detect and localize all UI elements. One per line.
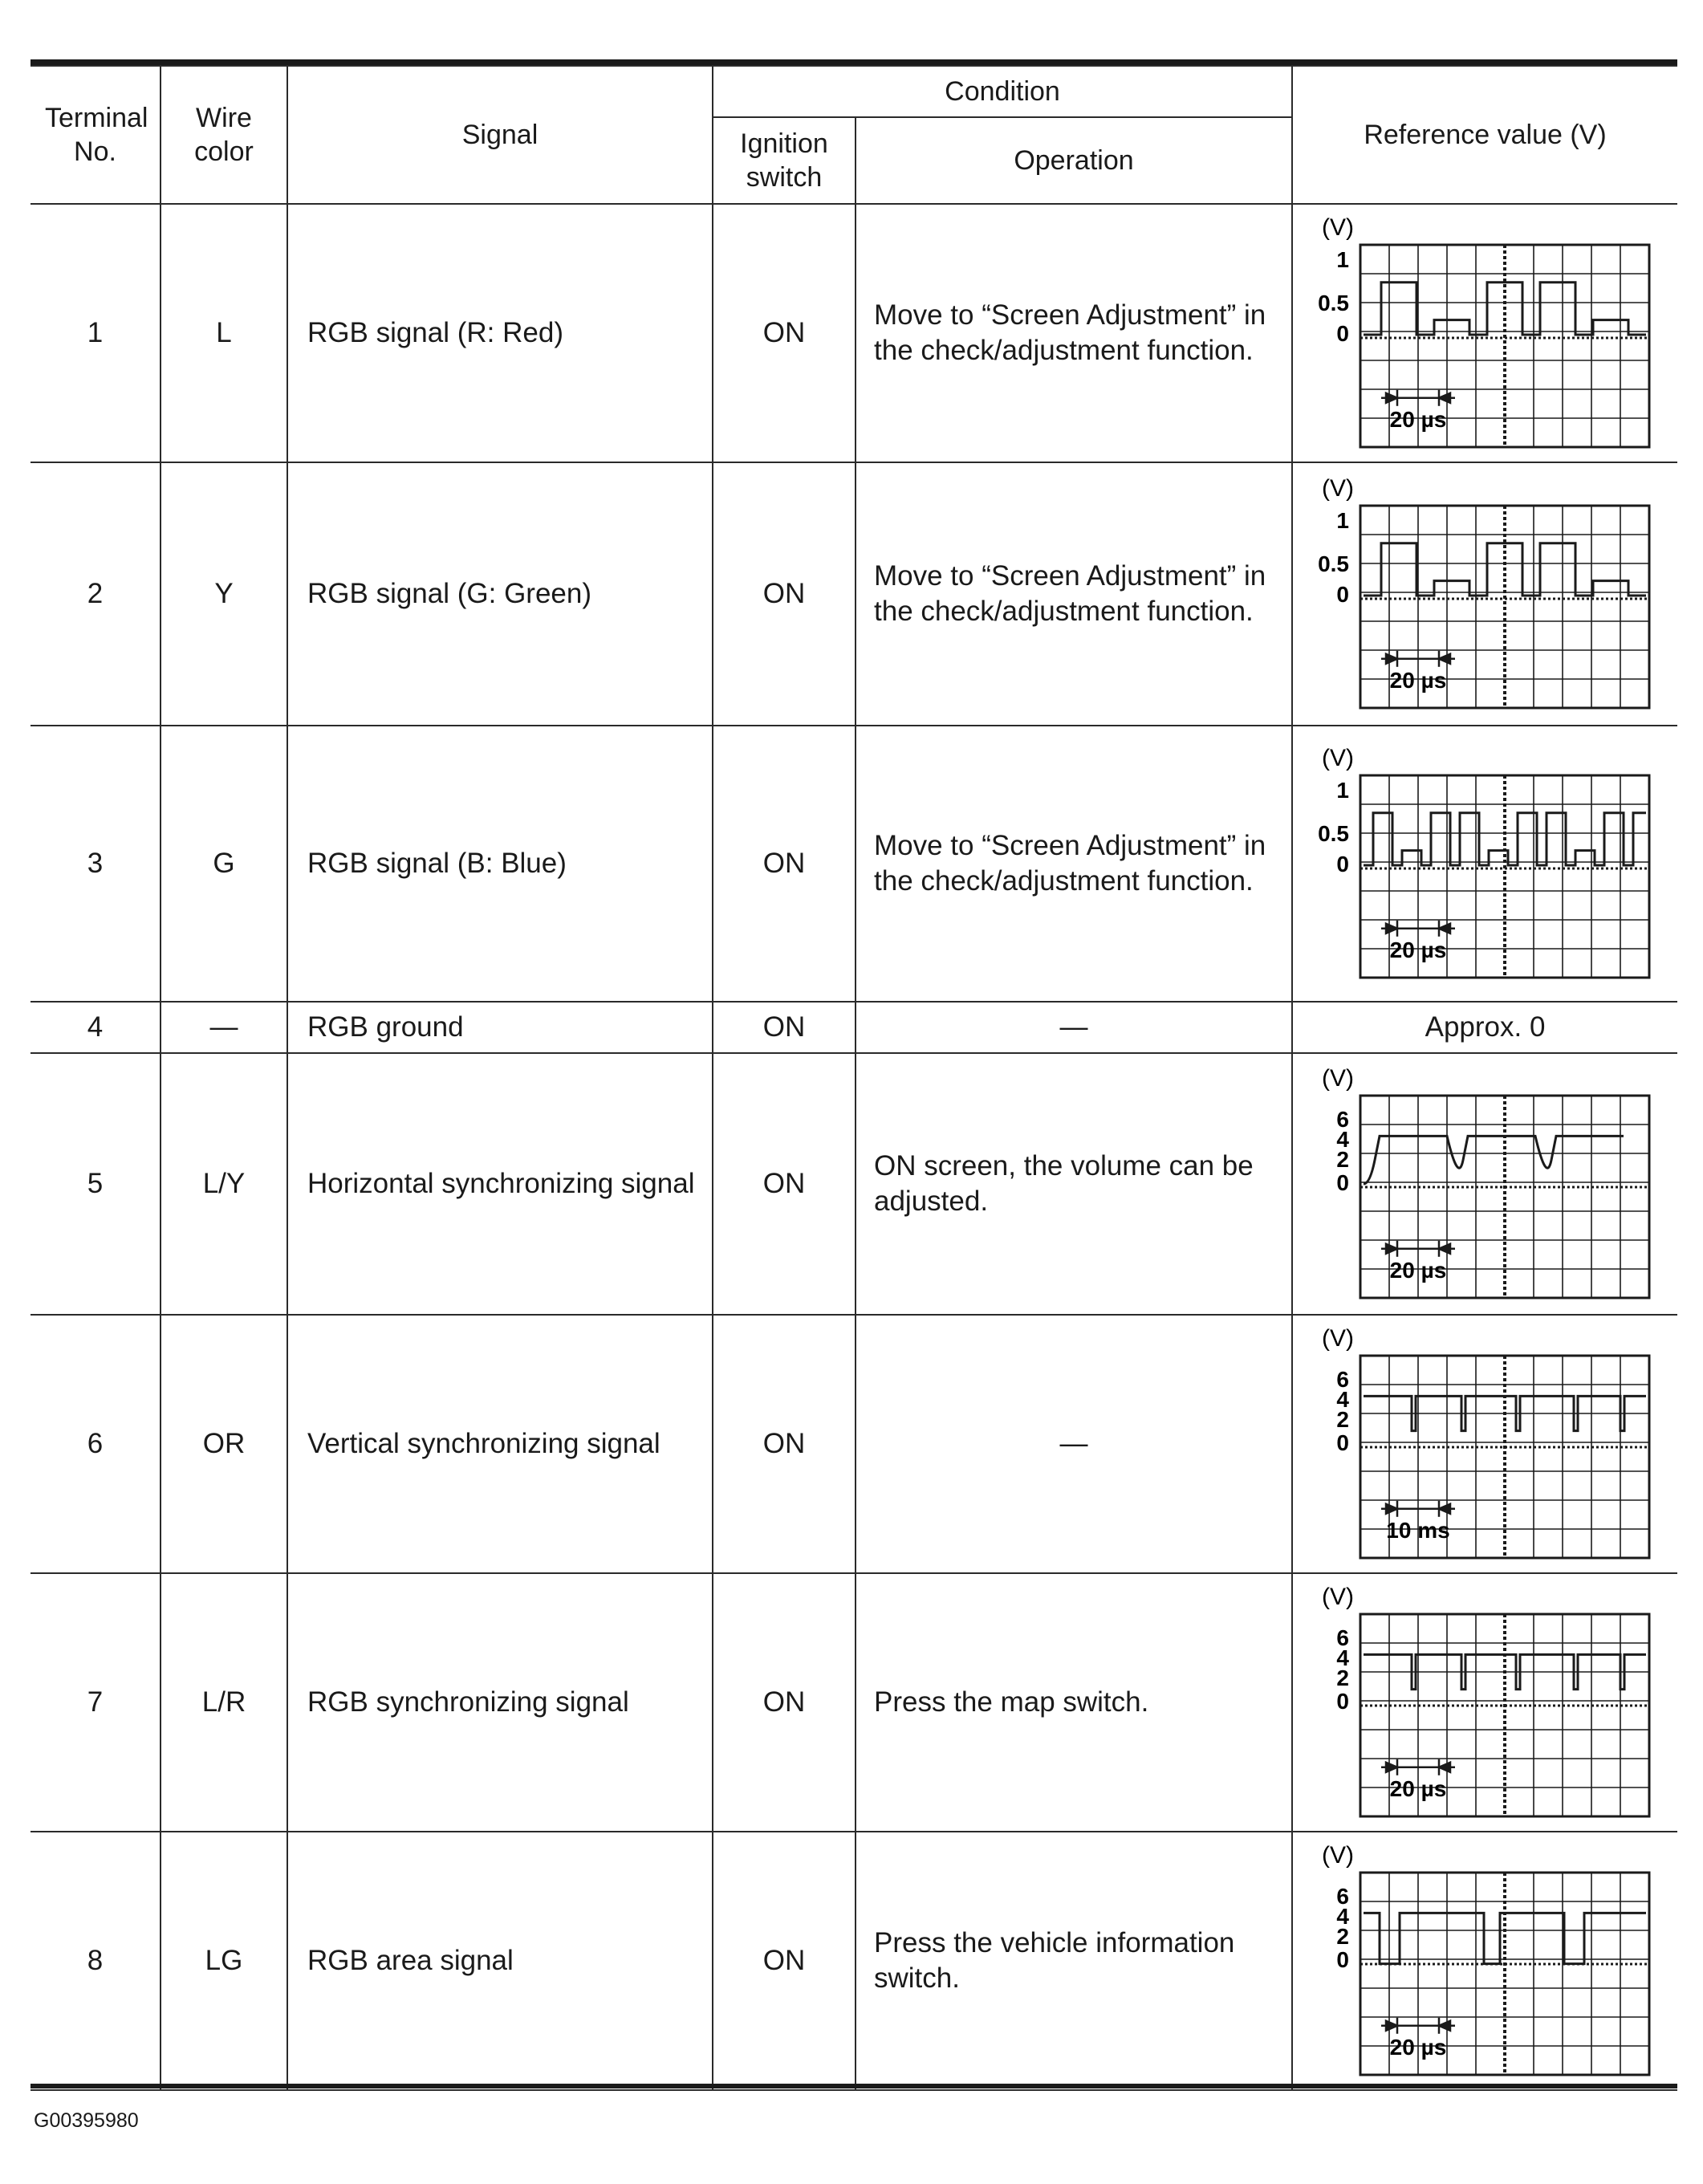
signal-name: RGB signal (B: Blue) — [287, 726, 713, 1002]
operation-text: Move to “Screen Adjustment” in the check/adjustment function. — [856, 204, 1292, 462]
vertical-sync-scope — [1304, 1324, 1657, 1564]
ignition-switch: ON — [713, 1832, 856, 2090]
scope-y-tick-label: 0 — [1336, 1430, 1349, 1455]
operation-text: — — [856, 1315, 1292, 1573]
ignition-switch: ON — [713, 726, 856, 1002]
table-row — [30, 1573, 1677, 1832]
ignition-switch: ON — [713, 1002, 856, 1053]
scope-unit-label: (V) — [1322, 1842, 1354, 1869]
wire-color: Y — [161, 462, 287, 726]
scope-unit-label: (V) — [1322, 1325, 1354, 1352]
terminal-number: 7 — [30, 1573, 161, 1832]
terminal-table-container — [30, 59, 1677, 2091]
scope-y-tick-label: 2 — [1336, 1924, 1349, 1950]
terminal-number: 2 — [30, 462, 161, 726]
table-row — [30, 1832, 1677, 2090]
scope-y-tick-label: 1 — [1336, 247, 1349, 272]
signal-name: Horizontal synchronizing signal — [287, 1053, 713, 1315]
reference-value-cell — [1292, 462, 1677, 726]
table-row — [30, 726, 1677, 1002]
scope-waveform — [1364, 1136, 1624, 1184]
scope-y-tick-label: 4 — [1336, 1645, 1349, 1670]
wire-color: L/Y — [161, 1053, 287, 1315]
time-division-label: 10 ms — [1386, 1517, 1450, 1543]
signal-name: RGB synchronizing signal — [287, 1573, 713, 1832]
scope-unit-label: (V) — [1322, 475, 1354, 502]
table-row — [30, 204, 1677, 462]
table-row — [30, 1053, 1677, 1315]
scope-y-tick-label: 0 — [1336, 1947, 1349, 1972]
header-terminal: Terminal No. — [30, 66, 161, 204]
header-condition: Condition — [713, 66, 1292, 117]
scope-y-tick-label: 0 — [1336, 1170, 1349, 1195]
ignition-switch: ON — [713, 204, 856, 462]
reference-value-cell — [1292, 1832, 1677, 2090]
operation-text: ON screen, the volume can be adjusted. — [856, 1053, 1292, 1315]
header-reference-value: Reference value (V) — [1292, 66, 1677, 204]
scope-y-tick-label: 4 — [1336, 1127, 1349, 1152]
red-waveform-scope — [1304, 213, 1657, 453]
ignition-switch: ON — [713, 1053, 856, 1315]
header-wire-color: Wire color — [161, 66, 287, 204]
terminal-number: 3 — [30, 726, 161, 1002]
signal-name: Vertical synchronizing signal — [287, 1315, 713, 1573]
operation-text: Press the vehicle information switch. — [856, 1832, 1292, 2090]
blue-waveform-scope — [1304, 743, 1657, 984]
scope-y-tick-label: 2 — [1336, 1407, 1349, 1433]
wire-color: — — [161, 1002, 287, 1053]
time-division-label: 20 µs — [1389, 667, 1447, 693]
terminal-number: 5 — [30, 1053, 161, 1315]
scope-y-tick-label: 2 — [1336, 1665, 1349, 1691]
scope-y-tick-label: 0 — [1336, 582, 1349, 607]
signal-name: RGB ground — [287, 1002, 713, 1053]
scope-unit-label: (V) — [1322, 1584, 1354, 1610]
green-waveform-scope — [1304, 474, 1657, 714]
ignition-switch: ON — [713, 462, 856, 726]
signal-name: RGB signal (G: Green) — [287, 462, 713, 726]
wire-color: LG — [161, 1832, 287, 2090]
scope-y-tick-label: 0.5 — [1318, 551, 1349, 576]
signal-name: RGB area signal — [287, 1832, 713, 2090]
signal-name: RGB signal (R: Red) — [287, 204, 713, 462]
scope-y-tick-label: 6 — [1336, 1625, 1349, 1650]
table-row — [30, 1315, 1677, 1573]
horizontal-sync-scope — [1304, 1064, 1657, 1304]
time-division-label: 20 µs — [1389, 937, 1447, 962]
table-row — [30, 462, 1677, 726]
operation-text: Move to “Screen Adjustment” in the check/adjustment function. — [856, 462, 1292, 726]
scope-y-tick-label: 6 — [1336, 1106, 1349, 1132]
time-division-label: 20 µs — [1389, 1775, 1447, 1801]
rgb-area-scope — [1304, 1840, 1657, 2081]
terminal-number: 6 — [30, 1315, 161, 1573]
scope-y-tick-label: 6 — [1336, 1366, 1349, 1392]
wire-color: G — [161, 726, 287, 1002]
reference-value-cell — [1292, 1573, 1677, 1832]
wire-color: OR — [161, 1315, 287, 1573]
terminal-number: 4 — [30, 1002, 161, 1053]
table-row — [30, 1002, 1677, 1053]
reference-value-cell — [1292, 204, 1677, 462]
reference-value-cell — [1292, 1053, 1677, 1315]
reference-value-text: Approx. 0 — [1292, 1002, 1677, 1053]
scope-y-tick-label: 0.5 — [1318, 821, 1349, 846]
scope-y-tick-label: 0 — [1336, 321, 1349, 346]
scope-unit-label: (V) — [1322, 1065, 1354, 1092]
scope-y-tick-label: 0 — [1336, 1689, 1349, 1714]
wire-color: L/R — [161, 1573, 287, 1832]
scope-unit-label: (V) — [1322, 214, 1354, 241]
terminal-number: 8 — [30, 1832, 161, 2090]
reference-value-cell — [1292, 1315, 1677, 1573]
reference-value-cell — [1292, 726, 1677, 1002]
scope-y-tick-label: 2 — [1336, 1147, 1349, 1173]
scope-y-tick-label: 1 — [1336, 778, 1349, 803]
operation-text: Press the map switch. — [856, 1573, 1292, 1832]
header-ignition-switch: Ignition switch — [713, 117, 856, 204]
rgb-sync-scope — [1304, 1582, 1657, 1823]
scope-y-tick-label: 0.5 — [1318, 291, 1349, 315]
top-rule — [30, 59, 1677, 65]
ignition-switch: ON — [713, 1315, 856, 1573]
time-division-label: 20 µs — [1389, 2034, 1447, 2060]
scope-y-tick-label: 0 — [1336, 852, 1349, 876]
operation-text: Move to “Screen Adjustment” in the check/adjustment function. — [856, 726, 1292, 1002]
ignition-switch: ON — [713, 1573, 856, 1832]
time-division-label: 20 µs — [1389, 406, 1447, 432]
time-division-label: 20 µs — [1389, 1257, 1447, 1283]
scope-y-tick-label: 4 — [1336, 1904, 1349, 1929]
operation-text: — — [856, 1002, 1292, 1053]
bottom-rule — [30, 2084, 1677, 2088]
terminal-reference-table — [30, 65, 1677, 2091]
scope-y-tick-label: 6 — [1336, 1883, 1349, 1909]
terminal-number: 1 — [30, 204, 161, 462]
scope-unit-label: (V) — [1322, 745, 1354, 771]
scope-y-tick-label: 4 — [1336, 1387, 1349, 1412]
header-operation: Operation — [856, 117, 1292, 204]
scope-y-tick-label: 1 — [1336, 508, 1349, 533]
figure-code: G00395980 — [34, 2109, 139, 2132]
header-signal: Signal — [287, 66, 713, 204]
wire-color: L — [161, 204, 287, 462]
